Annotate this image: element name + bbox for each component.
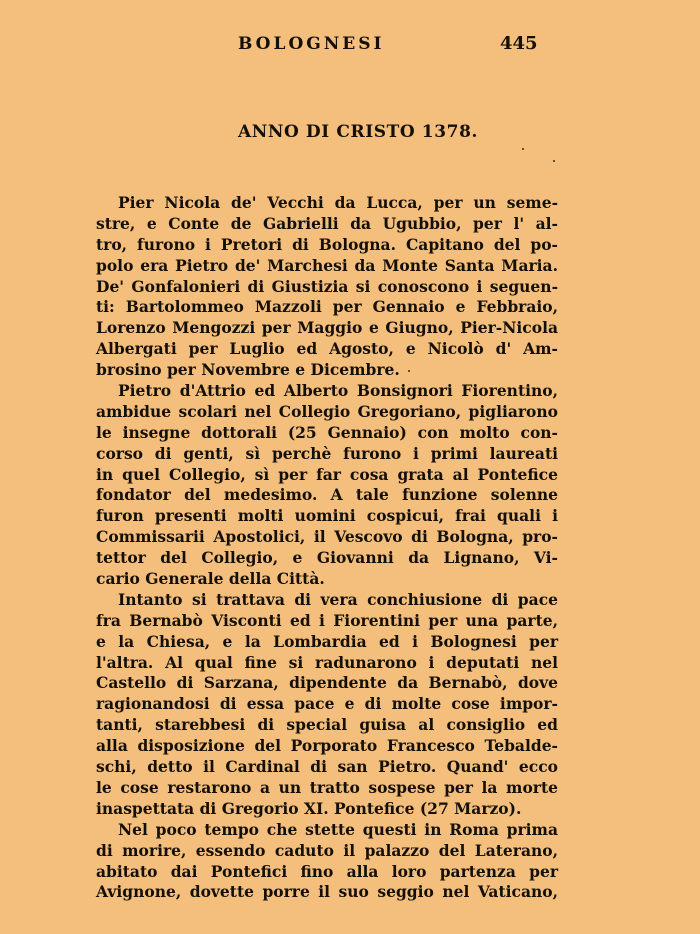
- text-line: Avignone, dovette porre il suo seggio nel Vaticano,: [96, 882, 558, 902]
- text-line: tanti, starebbesi di special guisa al consiglio ed: [96, 715, 558, 735]
- text-line: fondator del medesimo. A tale funzione solenne: [96, 485, 558, 505]
- text-line: abitato dai Pontefici fino alla loro partenza per: [96, 861, 558, 881]
- paper-speck: [553, 160, 555, 162]
- text-line: Castello di Sarzana, dipendente da Bernabò, dove: [96, 673, 558, 693]
- paper-speck: [408, 370, 410, 372]
- section-title: ANNO DI CRISTO 1378.: [237, 122, 479, 142]
- text-line: l'altra. Al qual fine si radunarono i deputati nel: [96, 652, 558, 672]
- text-line: schi, detto il Cardinal di san Pietro. Quand' ecco: [96, 757, 558, 777]
- text-line: Albergati per Luglio ed Agosto, e Nicolò d' Am-: [96, 339, 558, 359]
- text-line: Pier Nicola de' Vecchi da Lucca, per un seme-: [118, 193, 558, 212]
- text-line: tro, furono i Pretori di Bologna. Capitano del po-: [96, 234, 558, 254]
- text-line: Nel poco tempo che stette questi in Roma prima: [118, 819, 558, 839]
- text-line: di morire, essendo caduto il palazzo del Laterano,: [96, 840, 558, 860]
- page-number: 445: [500, 33, 538, 54]
- text-line: in quel Collegio, sì per far cosa grata al Pontefice: [96, 464, 558, 484]
- text-line: ti: Bartolommeo Mazzoli per Gennaio e Febbraio,: [96, 297, 558, 317]
- text-line: furon presenti molti uomini cospicui, frai quali i: [96, 506, 558, 526]
- text-line: tettor del Collegio, e Giovanni da Lignano, Vi-: [96, 548, 558, 568]
- paper-speck: [522, 148, 524, 150]
- text-line: cario Generale della Città.: [96, 569, 325, 589]
- text-line: e la Chiesa, e la Lombardia ed i Bolognesi per: [96, 631, 558, 651]
- text-line: le cose restarono a un tratto sospese per la morte: [96, 777, 558, 797]
- text-line: ambidue scolari nel Collegio Gregoriano, pigliarono: [96, 401, 558, 421]
- text-line: Intanto si trattava di vera conchiusione di pace: [118, 589, 558, 609]
- text-line: De' Gonfalonieri di Giustizia si conoscono i seguen-: [96, 276, 558, 296]
- text-line: alla disposizione del Porporato Francesco Tebalde-: [96, 736, 558, 756]
- text-line: Commissarii Apostolici, il Vescovo di Bologna, pro-: [96, 527, 558, 547]
- text-line: inaspettata di Gregorio XI. Pontefice (27 Marzo).: [96, 798, 522, 818]
- text-line: le insegne dottorali (25 Gennaio) con molto con-: [96, 422, 558, 442]
- body-text: [96, 193, 558, 903]
- text-line: Pietro d'Attrio ed Alberto Bonsignori Fiorentino,: [118, 381, 558, 401]
- text-line: polo era Pietro de' Marchesi da Monte Santa Maria.: [96, 255, 558, 275]
- text-line: Lorenzo Mengozzi per Maggio e Giugno, Pier-Nicola: [96, 318, 558, 338]
- text-line: brosino per Novembre e Dicembre.: [96, 360, 400, 380]
- running-head: BOLOGNESI: [238, 34, 385, 54]
- text-line: stre, e Conte de Gabrielli da Ugubbio, per l' al-: [96, 213, 558, 233]
- text-line: ragionandosi di essa pace e di molte cose impor-: [96, 694, 558, 714]
- text-line: fra Bernabò Visconti ed i Fiorentini per una parte,: [96, 610, 558, 630]
- text-line: corso di genti, sì perchè furono i primi laureati: [96, 443, 558, 463]
